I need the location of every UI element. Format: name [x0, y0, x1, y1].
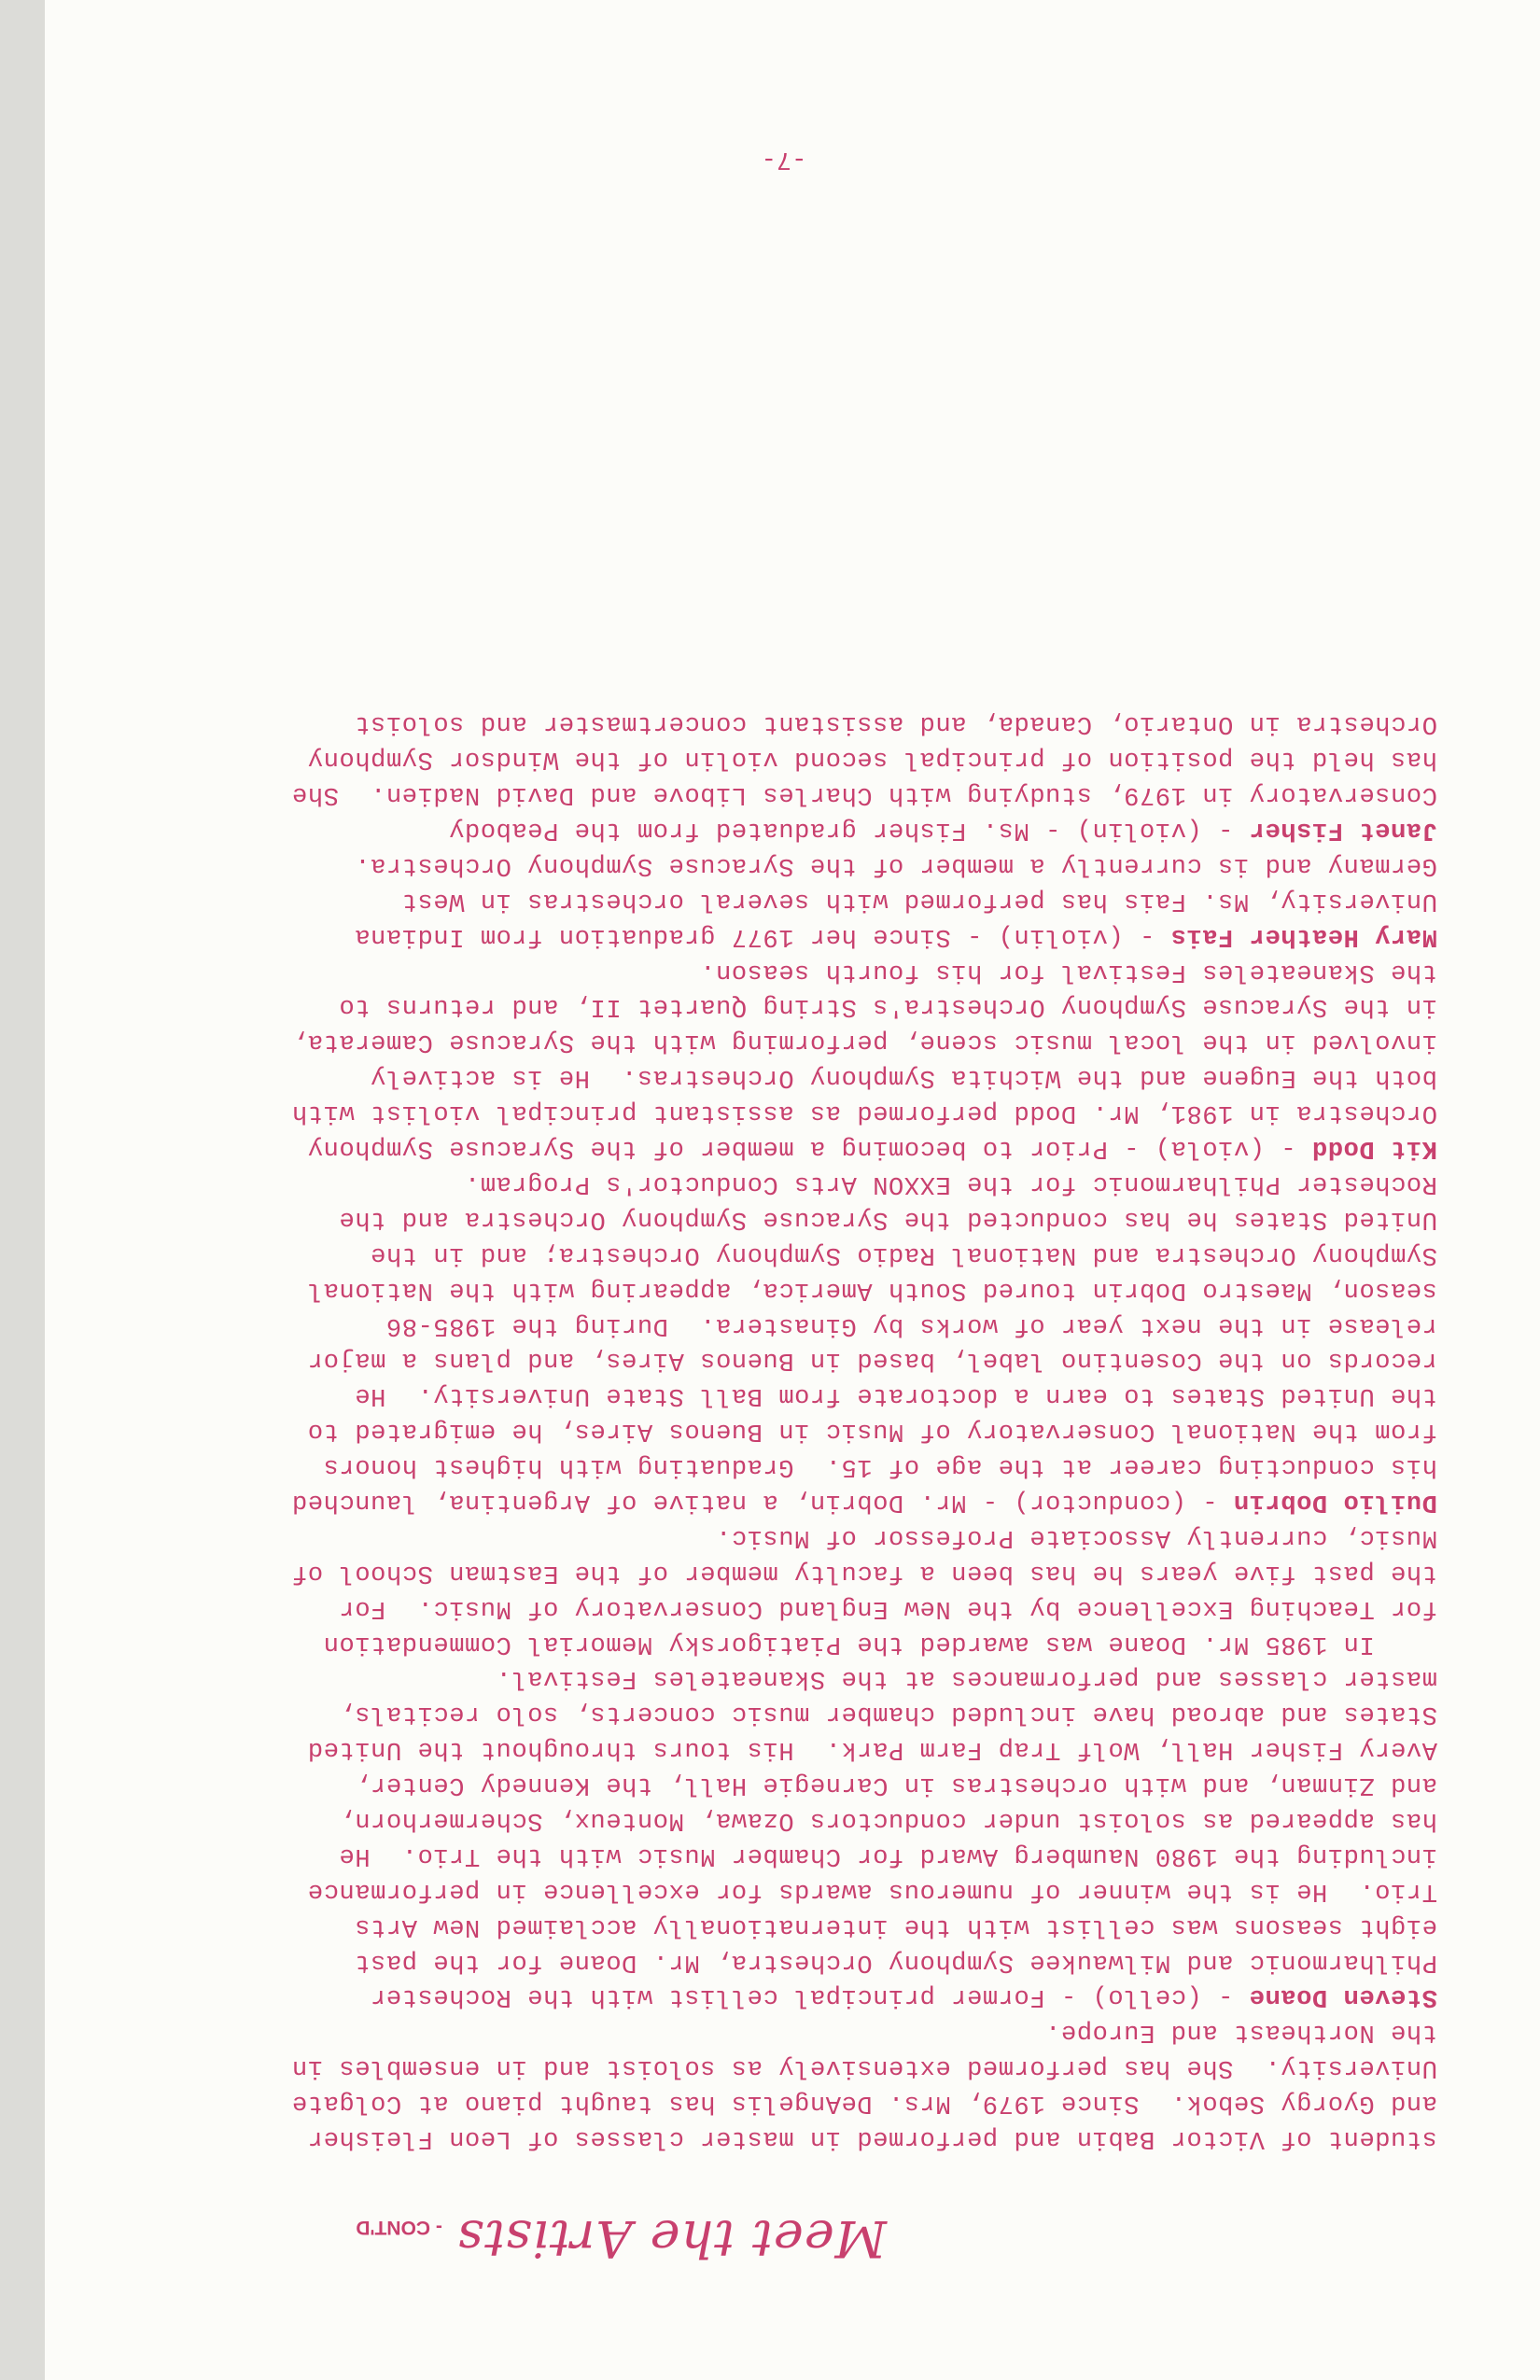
text-line: Mary Heather Fais - (violin) - Since her 1977 graduation from Indiana [354, 921, 1437, 951]
text-line: Rochester Philharmonic for the EXXON Arts Conductor's Program. [464, 1169, 1437, 1198]
header-title: Meet the Artists [456, 2209, 887, 2268]
artist-name: Janet Fisher [1249, 816, 1437, 846]
rotated-document [140, 140, 1437, 2268]
text-line: from the National Conservatory of Music in Buenos Aires, he emigrated to [307, 1417, 1437, 1447]
text-line: Orchestra in Ontario, Canada, and assistant concertmaster and soloist [354, 709, 1437, 739]
text-line: Kit Dodd - (viola) - Prior to becoming a member of the Syracuse Symphony [307, 1134, 1437, 1164]
text-line: Orchestra in 1981, Mr. Dodd performed as assistant principal violist with [291, 1099, 1437, 1128]
text-line: Symphony Orchestra and National Radio Symphony Orchestra; and in the [370, 1239, 1437, 1269]
text-line: States and abroad have included chamber music concerts, solo recitals, [338, 1700, 1437, 1729]
artist-name: Kit Dodd [1311, 1134, 1437, 1164]
text-line: Duilio Dobrin - (conductor) - Mr. Dobrin, a native of Argentina, launched [291, 1487, 1437, 1517]
text-line: including the 1980 Naumberg Award for Chamber Music with the Trio. He [338, 1841, 1437, 1870]
text-line: the United States to earn a doctorate from Ball State University. He [354, 1381, 1437, 1411]
page-header [233, 2193, 887, 2268]
text-line: the Skaneateles Festival for his fourth season. [699, 957, 1437, 987]
text-line: has appeared as soloist under conductors Ozawa, Monteux, Schermerhorn, [338, 1805, 1437, 1835]
text-line: has held the position of principal second violin of the Windsor Symphony [307, 745, 1437, 775]
text-line: and Zinman, and with orchestras in Carnegie Hall, the Kennedy Center, [354, 1771, 1437, 1800]
artist-name: Mary Heather Fais [1170, 921, 1437, 951]
text-line: and Gyorgy Sebok. Since 1979, Mrs. DeAngelis has taught piano at Colgate [291, 2089, 1437, 2119]
text-line: his conducting career at the age of 15. Graduating with highest honors [323, 1452, 1437, 1482]
text-line: University. She has performed extensively as soloist and in ensembles in [291, 2053, 1437, 2083]
text-line: Philharmonic and Milwaukee Symphony Orchestra, Mr. Doane for the past [354, 1947, 1437, 1977]
text-line: records on the Cosentino label, based in Buenos Aires, and plans a major [307, 1346, 1437, 1376]
text-line: eight seasons was cellist with the internationally acclaimed New Arts [354, 1911, 1437, 1941]
text-line: University, Ms. Fais has performed with several orchestras in West [401, 886, 1437, 916]
artist-name: Steven Doane [1249, 1982, 1437, 2012]
text-line: Steven Doane - (cello) - Former principal cellist with the Rochester [370, 1982, 1437, 2012]
text-line: both the Eugene and the Wichita Symphony Orchestras. He is actively [370, 1063, 1437, 1093]
page-number: -7- [761, 145, 807, 173]
text-line: Germany and is currently a member of the Syracuse Symphony Orchestra. [354, 850, 1437, 880]
text-line: Conservatory in 1979, studying with Charles Libove and David Nadien. She [291, 780, 1437, 810]
text-line: master classes and performances at the Skaneateles Festival. [496, 1664, 1437, 1694]
artist-name: Duilio Dobrin [1233, 1487, 1437, 1517]
text-line: for Teaching Excellence by the New England Conservatory of Music. For [338, 1593, 1437, 1623]
text-line: Janet Fisher - (violin) - Ms. Fisher graduated from the Peabody [448, 816, 1437, 846]
text-line: the Northeast and Europe. [1044, 2018, 1437, 2048]
binding-edge [0, 0, 45, 2380]
text-line: season, Maestro Dobrin toured South America, appearing with the National [307, 1275, 1437, 1305]
text-line: Avery Fisher Hall, Wolf Trap Farm Park. His tours throughout the United [307, 1735, 1437, 1765]
text-line: involved in the local music scene, performing with the Syracuse Camerata, [291, 1028, 1437, 1057]
header-continued: - CONT'D [356, 2217, 442, 2238]
text-line: Trio. He is the winner of numerous awards for excellence in performance [307, 1876, 1437, 1906]
text-line: the past five years he has been a faculty member of the Eastman School of [291, 1558, 1437, 1588]
text-line: United States he has conducted the Syracuse Symphony Orchestra and the [338, 1204, 1437, 1234]
text-line: student of Victor Babin and performed in master classes of Leon Fleisher [307, 2124, 1437, 2153]
text-line: Music, currently Associate Professor of Music. [715, 1522, 1437, 1552]
text-line: In 1985 Mr. Doane was awarded the Piatigorsky Memorial Commendation [323, 1629, 1437, 1659]
text-line: release in the next year of works by Ginastera. During the 1985-86 [385, 1310, 1437, 1340]
artist-bios [140, 706, 1437, 2156]
text-line: in the Syracuse Symphony Orchestra's String Quartet II, and returns to [338, 992, 1437, 1022]
